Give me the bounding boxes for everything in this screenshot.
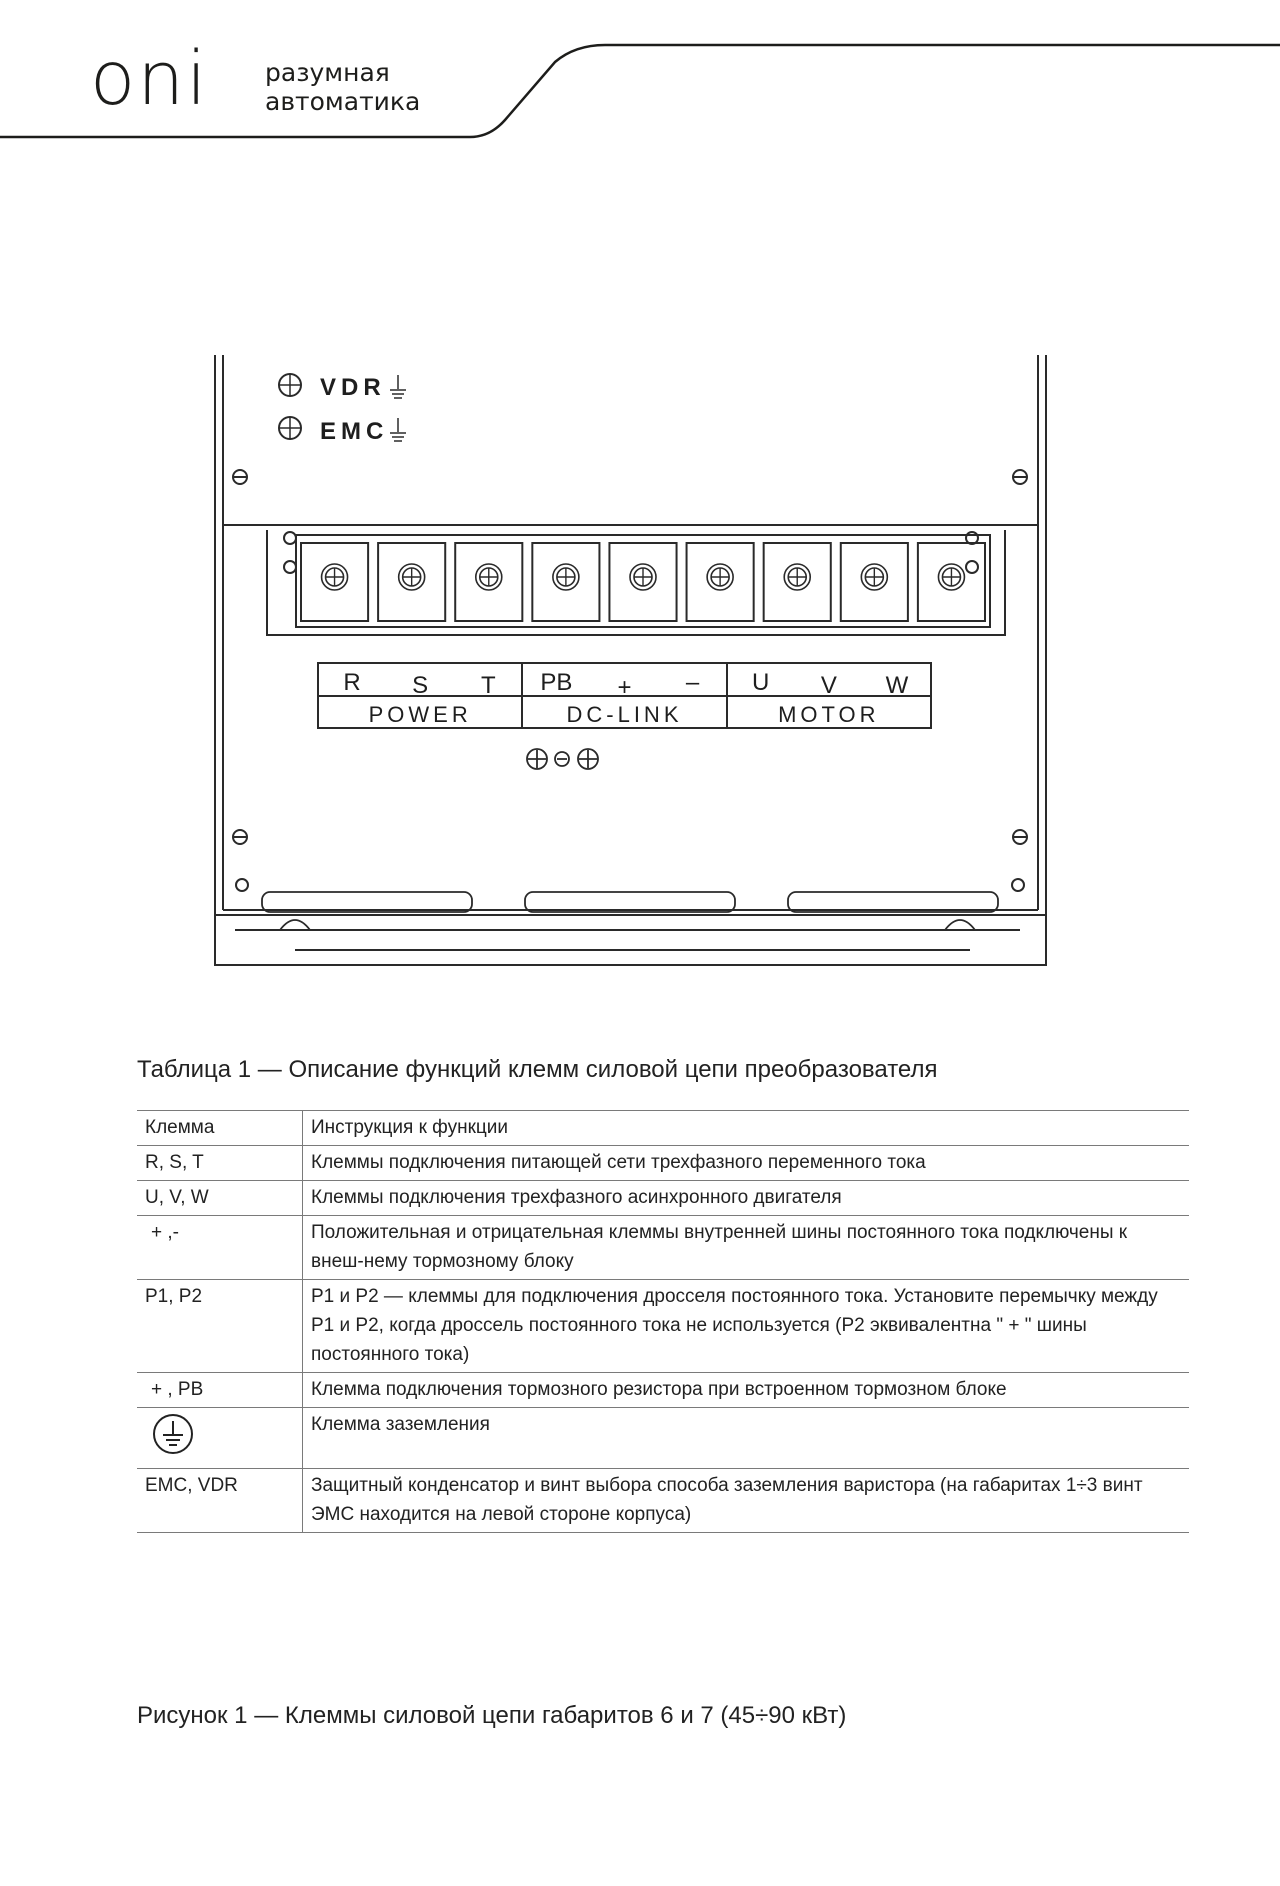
- cell-terminal: U, V, W: [137, 1181, 303, 1216]
- group-label: MOTOR: [778, 702, 880, 727]
- table-row: [137, 1280, 1189, 1373]
- table-header-row: [137, 1111, 1189, 1146]
- tagline-line-1: разумная: [265, 58, 390, 87]
- group-label: DC-LINK: [566, 702, 683, 727]
- terminal-screw: [764, 543, 831, 621]
- terminal-screw: [918, 543, 985, 621]
- terminal-screw: [532, 543, 599, 621]
- terminal-screw: [687, 543, 754, 621]
- logo: oni: [90, 36, 209, 122]
- terminal-screw: [455, 543, 522, 621]
- cell-terminal: + ,-: [137, 1216, 303, 1280]
- table-row: [137, 1146, 1189, 1181]
- group-label: POWER: [368, 702, 472, 727]
- cell-description: Клемма заземления: [303, 1408, 1190, 1469]
- vdr-ground-icon: [390, 375, 406, 398]
- cell-terminal: [137, 1408, 303, 1469]
- vdr-label: VDR: [320, 374, 386, 401]
- vdr-screw: [279, 374, 301, 396]
- tagline: [265, 58, 420, 116]
- emc-ground-icon: [390, 418, 406, 441]
- terminal-table: [137, 1110, 1189, 1533]
- ground-icon: [149, 1412, 197, 1456]
- cell-terminal: + , PB: [137, 1373, 303, 1408]
- table-row: [137, 1408, 1189, 1469]
- terminal-screw: [609, 543, 676, 621]
- header-description: Инструкция к функции: [303, 1111, 1190, 1146]
- header-terminal: Клемма: [137, 1111, 303, 1146]
- terminal-label: PB: [540, 669, 573, 696]
- cell-terminal: R, S, T: [137, 1146, 303, 1181]
- terminal-diagram: [200, 355, 1080, 985]
- table-row: [137, 1181, 1189, 1216]
- emc-label: EMC: [320, 418, 389, 445]
- cell-terminal: P1, P2: [137, 1280, 303, 1373]
- terminal-label: V: [820, 672, 837, 699]
- table-row: [137, 1373, 1189, 1408]
- cell-terminal: EMC, VDR: [137, 1469, 303, 1533]
- ground-screw-pair: [527, 749, 598, 769]
- cell-description: Клеммы подключения трехфазного асинхронного двигателя: [303, 1181, 1190, 1216]
- terminal-label: +: [617, 674, 632, 701]
- terminal-label: S: [412, 672, 429, 699]
- cell-description: Клемма подключения тормозного резистора при встроенном тормозном блоке: [303, 1373, 1190, 1408]
- terminal-screw: [301, 543, 368, 621]
- terminal-screw: [378, 543, 445, 621]
- table-caption: Таблица 1 — Описание функций клемм силовой цепи преобразователя: [137, 1056, 938, 1083]
- cell-description: P1 и P2 — клеммы для подключения дросселя постоянного тока. Установите перемычку между P1 и P2, когда дроссель постоянного тока не используется (P2 эквивалентна " + " шины постоянного тока): [303, 1280, 1190, 1373]
- tagline-line-2: автоматика: [265, 87, 421, 116]
- terminal-label: W: [885, 672, 909, 699]
- terminal-label: –: [685, 669, 700, 696]
- cell-description: Защитный конденсатор и винт выбора способа заземления варистора (на габаритах 1÷3 винт ЭМС находится на левой стороне корпуса): [303, 1469, 1190, 1533]
- table-row: [137, 1216, 1189, 1280]
- terminal-label: U: [752, 669, 770, 696]
- table-row: [137, 1469, 1189, 1533]
- figure-caption: Рисунок 1 — Клеммы силовой цепи габаритов 6 и 7 (45÷90 кВт): [137, 1702, 847, 1729]
- terminal-label: T: [480, 672, 496, 699]
- cell-description: Положительная и отрицательная клеммы внутренней шины постоянного тока подключены к внеш-нему тормозному блоку: [303, 1216, 1190, 1280]
- emc-screw: [279, 417, 301, 439]
- terminal-label: R: [343, 669, 361, 696]
- terminal-screw: [841, 543, 908, 621]
- cell-description: Клеммы подключения питающей сети трехфазного переменного тока: [303, 1146, 1190, 1181]
